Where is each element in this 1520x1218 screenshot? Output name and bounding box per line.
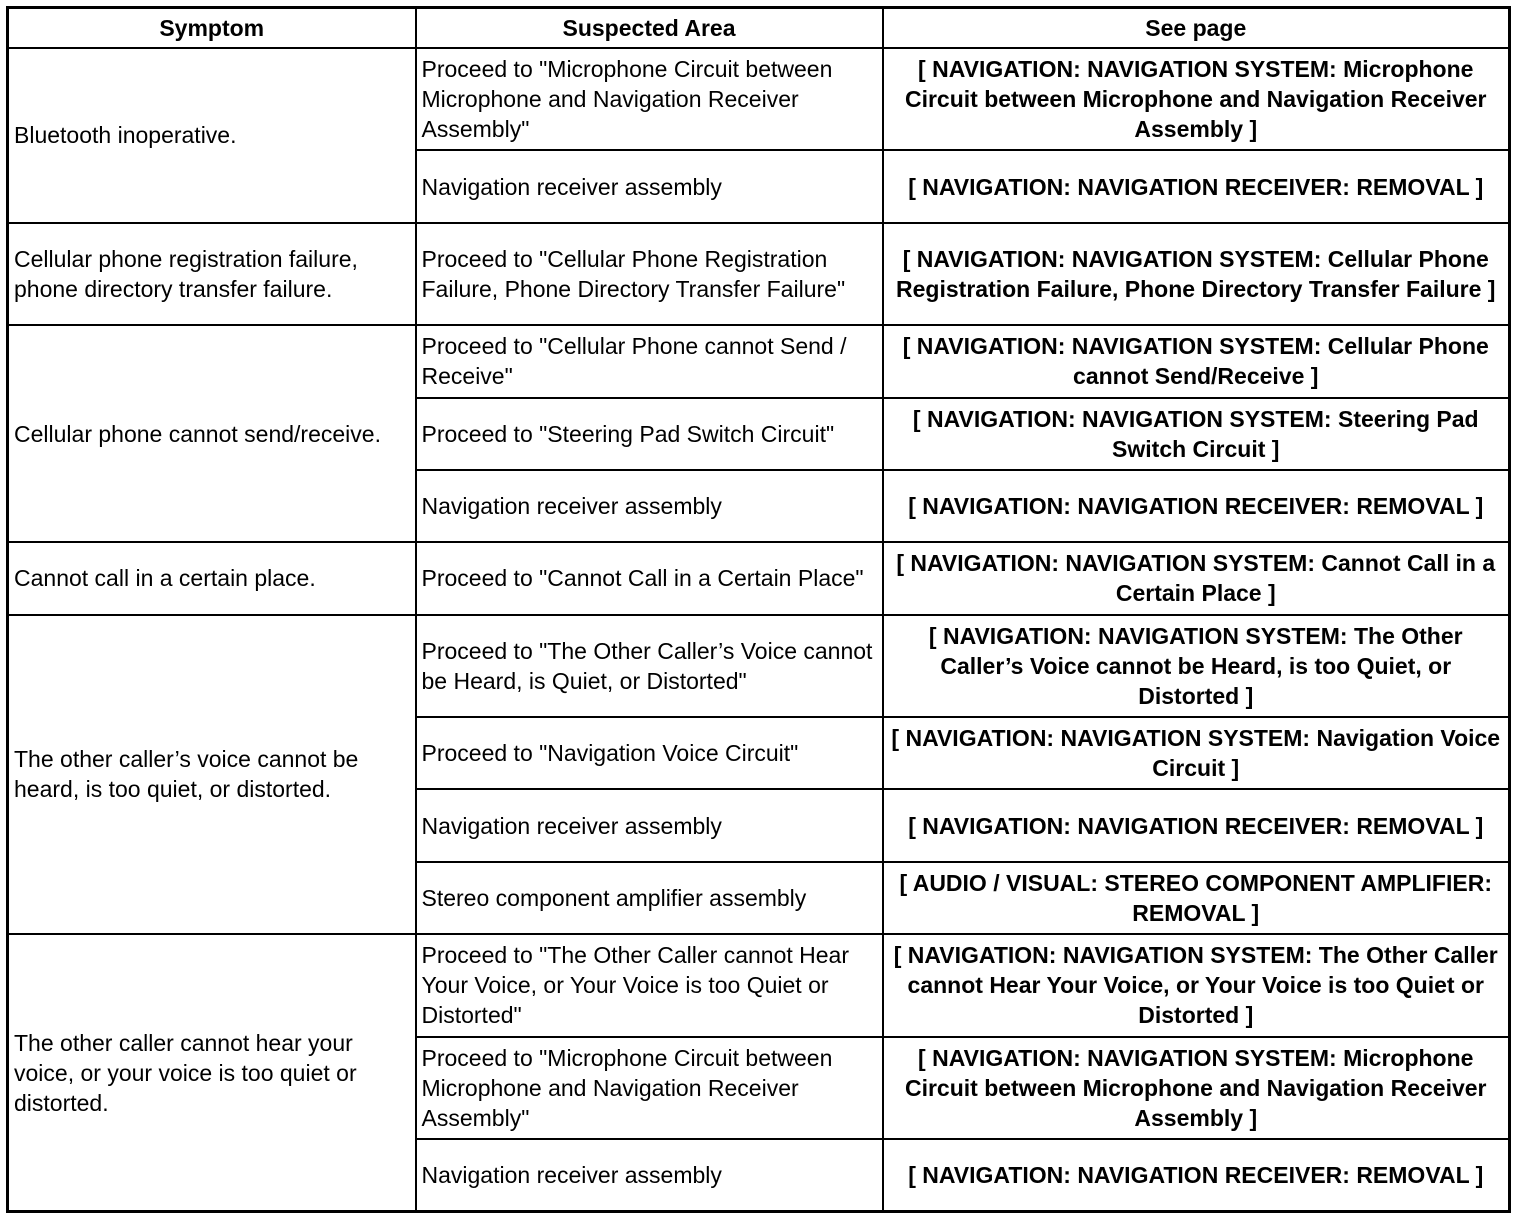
suspected-area-cell: Navigation receiver assembly	[416, 150, 883, 222]
suspected-area-cell: Proceed to "Cellular Phone Registration Failure, Phone Directory Transfer Failure"	[416, 223, 883, 325]
symptom-cell: Cellular phone registration failure, phone directory transfer failure.	[8, 223, 416, 325]
header-suspected-area: Suspected Area	[416, 8, 883, 49]
see-page-link[interactable]: [ NAVIGATION: NAVIGATION SYSTEM: Microphone Circuit between Microphone and Navigation Receiver Assembly ]	[883, 1037, 1510, 1139]
suspected-area-cell: Proceed to "Microphone Circuit between Microphone and Navigation Receiver Assembly"	[416, 1037, 883, 1139]
header-see-page: See page	[883, 8, 1510, 49]
table-row	[8, 48, 1510, 150]
see-page-link[interactable]: [ NAVIGATION: NAVIGATION SYSTEM: Cannot Call in a Certain Place ]	[883, 542, 1510, 614]
symptom-cell: Bluetooth inoperative.	[8, 48, 416, 223]
header-symptom: Symptom	[8, 8, 416, 49]
see-page-link[interactable]: [ NAVIGATION: NAVIGATION SYSTEM: Microphone Circuit between Microphone and Navigation Receiver Assembly ]	[883, 48, 1510, 150]
suspected-area-cell: Proceed to "Steering Pad Switch Circuit"	[416, 398, 883, 470]
table-row	[8, 542, 1510, 614]
symptom-cell: Cannot call in a certain place.	[8, 542, 416, 614]
see-page-link[interactable]: [ NAVIGATION: NAVIGATION RECEIVER: REMOVAL ]	[883, 1139, 1510, 1211]
table-row	[8, 223, 1510, 325]
suspected-area-cell: Proceed to "The Other Caller’s Voice cannot be Heard, is Quiet, or Distorted"	[416, 615, 883, 717]
symptom-cell: Cellular phone cannot send/receive.	[8, 325, 416, 542]
see-page-link[interactable]: [ NAVIGATION: NAVIGATION SYSTEM: The Other Caller’s Voice cannot be Heard, is too Quiet, or Distorted ]	[883, 615, 1510, 717]
see-page-link[interactable]: [ NAVIGATION: NAVIGATION RECEIVER: REMOVAL ]	[883, 789, 1510, 861]
see-page-link[interactable]: [ NAVIGATION: NAVIGATION SYSTEM: The Other Caller cannot Hear Your Voice, or Your Voice is too Quiet or Distorted ]	[883, 934, 1510, 1036]
symptom-cell: The other caller cannot hear your voice, or your voice is too quiet or distorted.	[8, 934, 416, 1211]
suspected-area-cell: Stereo component amplifier assembly	[416, 862, 883, 934]
see-page-link[interactable]: [ NAVIGATION: NAVIGATION RECEIVER: REMOVAL ]	[883, 470, 1510, 542]
table-row	[8, 934, 1510, 1036]
suspected-area-cell: Proceed to "Cellular Phone cannot Send / Receive"	[416, 325, 883, 397]
table-row	[8, 325, 1510, 397]
suspected-area-cell: Proceed to "Microphone Circuit between Microphone and Navigation Receiver Assembly"	[416, 48, 883, 150]
see-page-link[interactable]: [ NAVIGATION: NAVIGATION SYSTEM: Cellular Phone Registration Failure, Phone Directory Transfer Failure ]	[883, 223, 1510, 325]
see-page-link[interactable]: [ NAVIGATION: NAVIGATION SYSTEM: Navigation Voice Circuit ]	[883, 717, 1510, 789]
table-row	[8, 615, 1510, 717]
suspected-area-cell: Proceed to "Navigation Voice Circuit"	[416, 717, 883, 789]
see-page-link[interactable]: [ NAVIGATION: NAVIGATION RECEIVER: REMOVAL ]	[883, 150, 1510, 222]
suspected-area-cell: Proceed to "Cannot Call in a Certain Place"	[416, 542, 883, 614]
suspected-area-cell: Navigation receiver assembly	[416, 789, 883, 861]
see-page-link[interactable]: [ NAVIGATION: NAVIGATION SYSTEM: Cellular Phone cannot Send/Receive ]	[883, 325, 1510, 397]
troubleshooting-table	[6, 6, 1511, 1213]
suspected-area-cell: Navigation receiver assembly	[416, 1139, 883, 1211]
see-page-link[interactable]: [ NAVIGATION: NAVIGATION SYSTEM: Steering Pad Switch Circuit ]	[883, 398, 1510, 470]
header-row	[8, 8, 1510, 49]
suspected-area-cell: Navigation receiver assembly	[416, 470, 883, 542]
symptom-cell: The other caller’s voice cannot be heard, is too quiet, or distorted.	[8, 615, 416, 934]
suspected-area-cell: Proceed to "The Other Caller cannot Hear Your Voice, or Your Voice is too Quiet or Distorted"	[416, 934, 883, 1036]
see-page-link[interactable]: [ AUDIO / VISUAL: STEREO COMPONENT AMPLIFIER: REMOVAL ]	[883, 862, 1510, 934]
